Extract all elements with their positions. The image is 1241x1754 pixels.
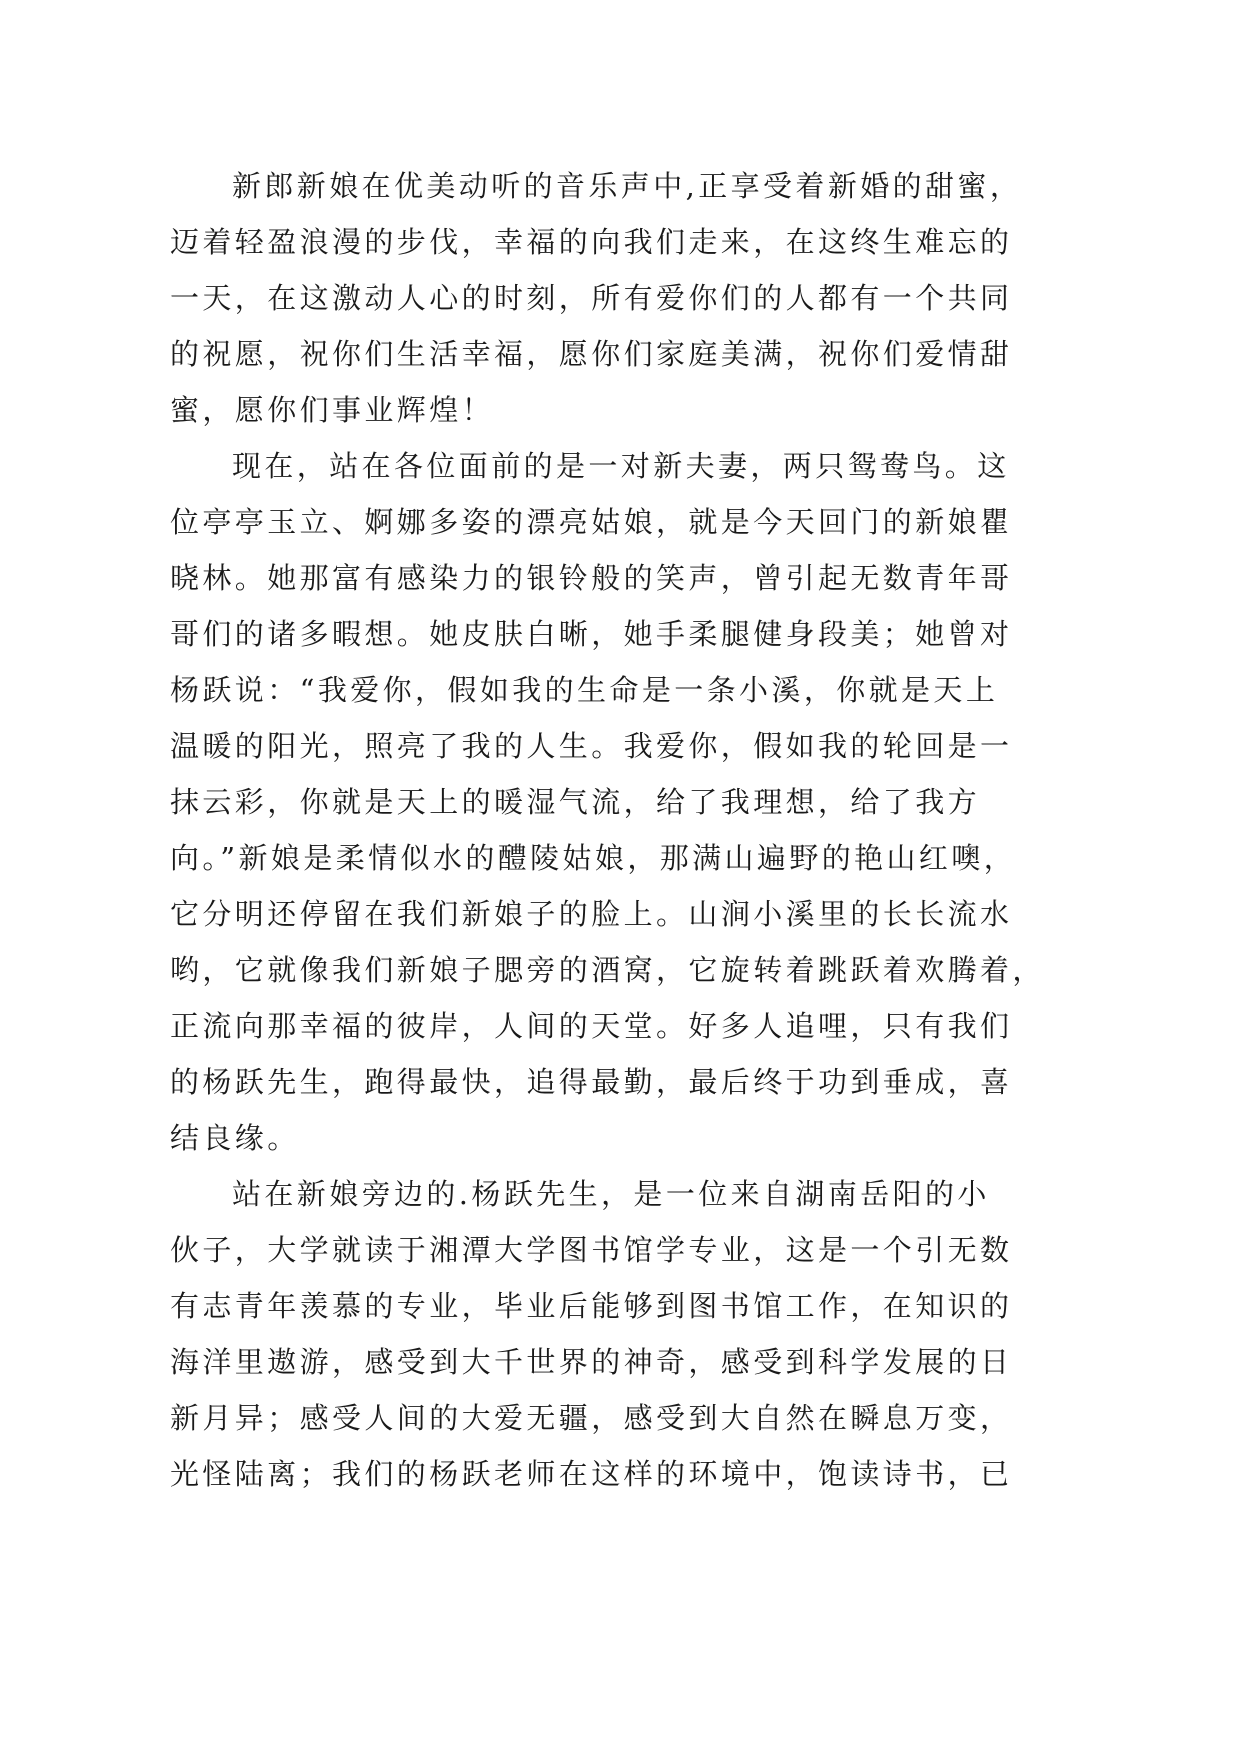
paragraph-1-line-2: 迈着轻盈浪漫的步伐，幸福的向我们走来，在这终生难忘的 [170, 225, 1013, 259]
paragraph-2-line-6: 温暖的阳光，照亮了我的人生。我爱你，假如我的轮回是一 [170, 729, 1013, 763]
paragraph-3-line-5: 新月异；感受人间的大爱无疆，感受到大自然在瞬息万变， [170, 1401, 1013, 1435]
paragraph-1-line-5: 蜜，愿你们事业辉煌！ [170, 393, 495, 427]
paragraph-2-line-1: 现在，站在各位面前的是一对新夫妻，两只鸳鸯鸟。这 [232, 449, 1010, 483]
paragraph-2-line-3: 晓林。她那富有感染力的银铃般的笑声，曾引起无数青年哥 [170, 561, 1013, 595]
paragraph-2-line-9: 它分明还停留在我们新娘子的脸上。山涧小溪里的长长流水 [170, 897, 1013, 931]
paragraph-3-line-1: 站在新娘旁边的.杨跃先生，是一位来自湖南岳阳的小 [232, 1177, 990, 1211]
paragraph-1-line-3: 一天，在这激动人心的时刻，所有爱你们的人都有一个共同 [170, 281, 1013, 315]
paragraph-3-line-3: 有志青年羡慕的专业，毕业后能够到图书馆工作，在知识的 [170, 1289, 1013, 1323]
paragraph-2-line-12: 的杨跃先生，跑得最快，追得最勤，最后终于功到垂成，喜 [170, 1065, 1013, 1099]
paragraph-2-line-5: 杨跃说：“我爱你，假如我的生命是一条小溪，你就是天上 [170, 673, 999, 707]
paragraph-3-line-4: 海洋里遨游，感受到大千世界的神奇，感受到科学发展的日 [170, 1345, 1013, 1379]
paragraph-2-line-2: 位亭亭玉立、婀娜多姿的漂亮姑娘，就是今天回门的新娘瞿 [170, 505, 1013, 539]
paragraph-1-line-4: 的祝愿，祝你们生活幸福，愿你们家庭美满，祝你们爱情甜 [170, 337, 1013, 371]
paragraph-2-line-8: 向。”新娘是柔情似水的醴陵姑娘，那满山遍野的艳山红噢， [170, 841, 1017, 875]
paragraph-2-line-11: 正流向那幸福的彼岸，人间的天堂。好多人追哩，只有我们 [170, 1009, 1013, 1043]
paragraph-1-line-1: 新郎新娘在优美动听的音乐声中,正享受着新婚的甜蜜， [232, 169, 1023, 203]
paragraph-2-line-7: 抹云彩，你就是天上的暖湿气流，给了我理想，给了我方 [170, 785, 981, 819]
paragraph-2-line-13: 结良缘。 [170, 1121, 300, 1155]
paragraph-2-line-4: 哥们的诸多暇想。她皮肤白晰，她手柔腿健身段美；她曾对 [170, 617, 1013, 651]
paragraph-2-line-10: 哟，它就像我们新娘子腮旁的酒窝，它旋转着跳跃着欢腾着， [170, 953, 1045, 987]
paragraph-3-line-2: 伙子，大学就读于湘潭大学图书馆学专业，这是一个引无数 [170, 1233, 1013, 1267]
paragraph-3-line-6: 光怪陆离；我们的杨跃老师在这样的环境中，饱读诗书，已 [170, 1457, 1013, 1491]
